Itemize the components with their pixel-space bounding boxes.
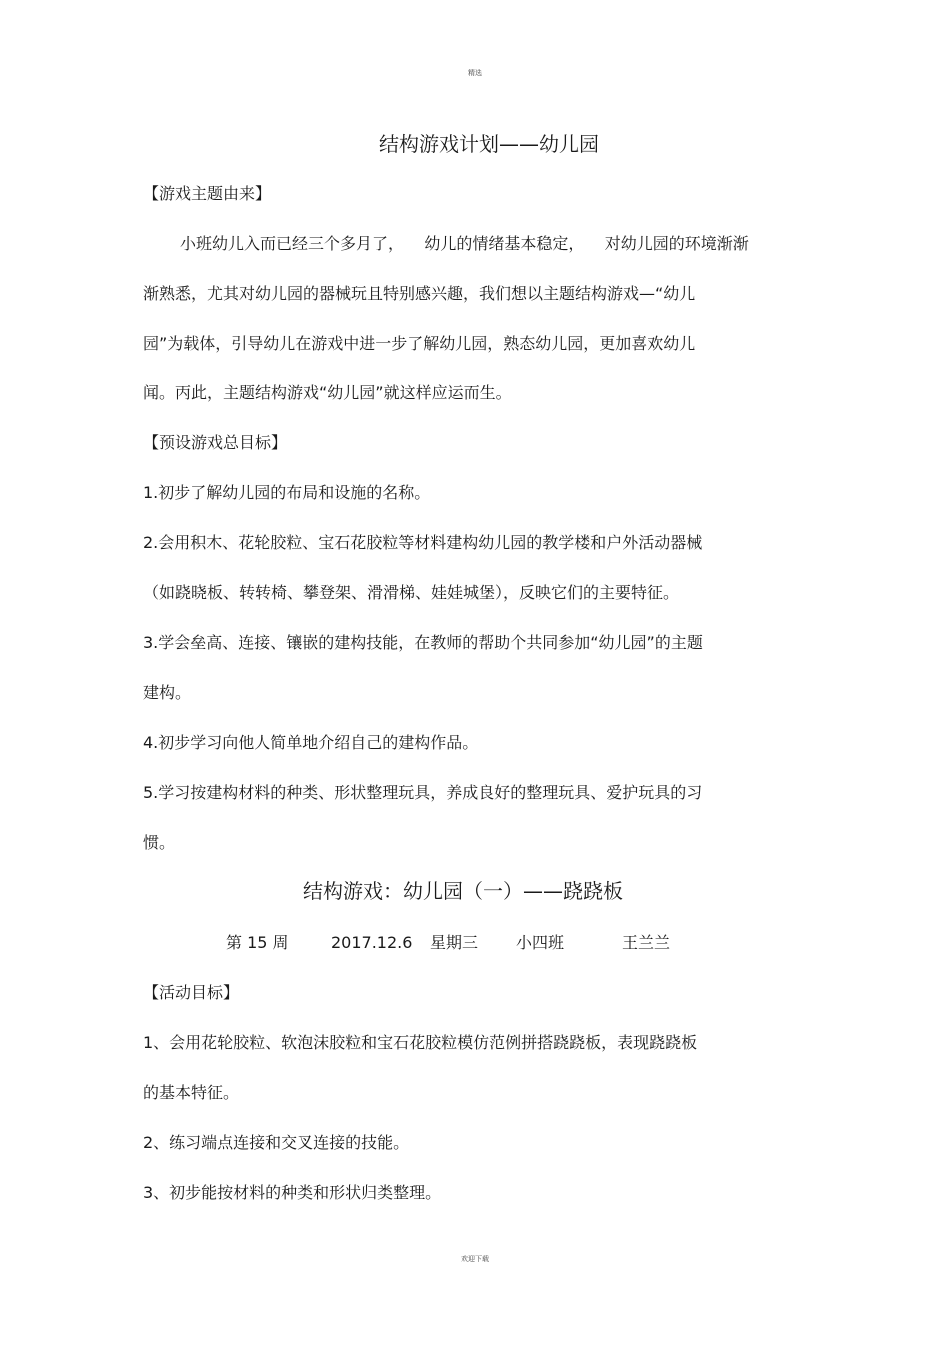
goal-line-5: 建构。 [143,683,192,702]
goal-line-6: 4.初步学习向他人简单地介绍自己的建构作品。 [143,733,479,752]
objective-line-4: 3、初步能按材料的种类和形状归类整理。 [143,1183,442,1202]
meta-weekday: 星期三 [430,933,479,952]
intro-line-1: 小班幼儿入而已经三个多月了， 幼儿的情绪基本稳定， 对幼儿园的环境渐渐 [180,234,749,253]
goal-line-1: 1.初步了解幼儿园的布局和设施的名称。 [143,483,431,502]
goal-line-7: 5.学习按建构材料的种类、形状整理玩具，养成良好的整理玩具、爱护玩具的习 [143,783,703,802]
goal-line-2: 2.会用积木、花轮胶粒、宝石花胶粒等材料建构幼儿园的教学楼和户外活动器械 [143,533,703,552]
objective-line-2: 的基本特征。 [143,1083,240,1102]
page-header: 精选 [468,69,482,77]
intro-line-2: 渐熟悉，尤其对幼儿园的器械玩且特别感兴趣，我们想以主题结构游戏—“幼儿 [143,284,696,303]
intro-line-3: 园”为载体，引导幼儿在游戏中进一步了解幼儿园，熟态幼儿园，更加喜欢幼儿 [143,334,696,353]
meta-week: 第 15 周 [226,933,289,952]
goal-line-4: 3.学会垒高、连接、镶嵌的建构技能，在教师的帮助个共同参加“幼儿园”的主题 [143,633,703,652]
page-footer: 欢迎下载 [461,1255,489,1263]
meta-date: 2017.12.6 [331,933,413,952]
section-heading-goals: 【预设游戏总目标】 [143,433,288,452]
goal-line-3: （如跷晓板、转转椅、攀登架、滑滑梯、娃娃城堡），反映它们的主要特征。 [143,583,680,602]
activity-subtitle: 结构游戏：幼儿园（一）——跷跷板 [303,879,623,903]
meta-class: 小四班 [516,933,565,952]
goal-line-8: 惯。 [143,833,176,852]
section-heading-objectives: 【活动目标】 [143,983,240,1002]
document-title: 结构游戏计划——幼儿园 [379,132,599,156]
intro-line-4: 闻。丙此，主题结构游戏“幼儿园”就这样应运而生。 [143,383,512,402]
meta-teacher: 王兰兰 [622,933,671,952]
objective-line-3: 2、练习端点连接和交叉连接的技能。 [143,1133,410,1152]
objective-line-1: 1、会用花轮胶粒、软泡沫胶粒和宝石花胶粒模仿范例拼搭跷跷板，表现跷跷板 [143,1033,698,1052]
section-heading-origin: 【游戏主题由来】 [143,184,272,203]
